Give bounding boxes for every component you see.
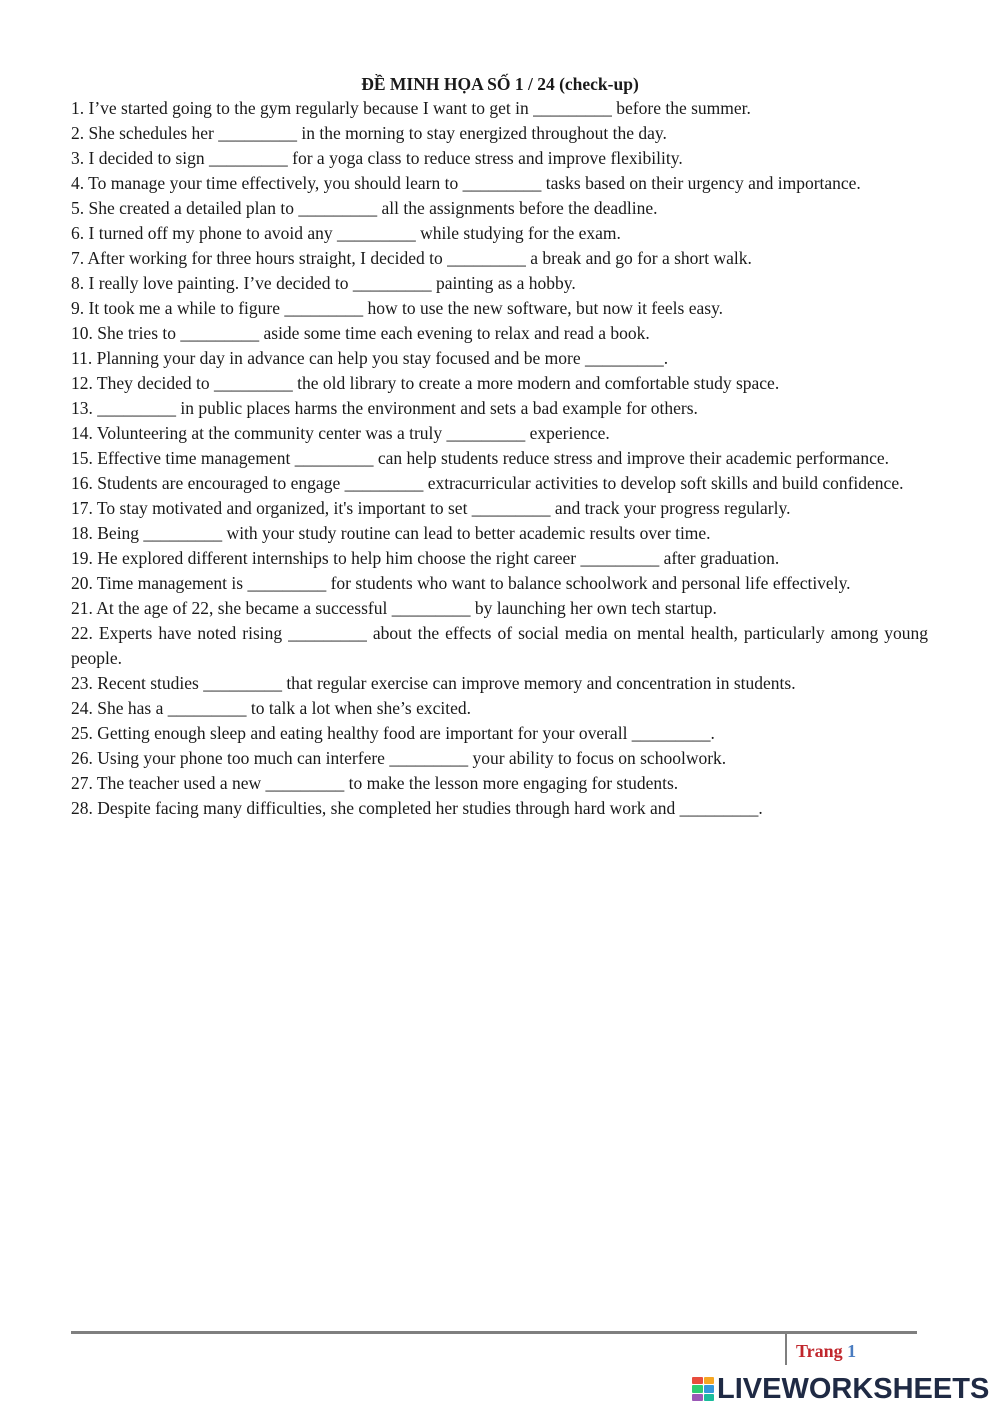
question-item: 8. I really love painting. I’ve decided to _________ painting as a hobby. xyxy=(71,273,576,293)
question-item: 17. To stay motivated and organized, it's important to set _________ and track your progress regularly. xyxy=(71,498,791,518)
brand-name: LIVEWORKSHEETS xyxy=(717,1373,990,1405)
question-item: 7. After working for three hours straight, I decided to _________ a break and go for a short walk. xyxy=(71,248,752,268)
question-item: 6. I turned off my phone to avoid any _________ while studying for the exam. xyxy=(71,223,621,243)
question-item: 13. _________ in public places harms the environment and sets a bad example for others. xyxy=(71,398,698,418)
brand xyxy=(692,1374,989,1404)
page-number: 1 xyxy=(847,1341,857,1361)
question-item: 26. Using your phone too much can interfere _________ your ability to focus on schoolwork. xyxy=(71,748,727,768)
liveworksheets-logo-icon xyxy=(692,1377,714,1401)
question-item: 28. Despite facing many difficulties, she completed her studies through hard work and _________. xyxy=(71,798,763,818)
page-title: ĐỀ MINH HỌA SỐ 1 / 24 (check-up) xyxy=(361,74,639,94)
question-item: 14. Volunteering at the community center was a truly _________ experience. xyxy=(71,423,610,443)
question-item: 21. At the age of 22, she became a successful _________ by launching her own tech startup. xyxy=(71,598,717,618)
question-item: 24. She has a _________ to talk a lot when she’s excited. xyxy=(71,698,471,718)
question-item: 15. Effective time management _________ can help students reduce stress and improve their academic performance. xyxy=(71,448,889,468)
question-item: 12. They decided to _________ the old library to create a more modern and comfortable study space. xyxy=(71,373,780,393)
question-item: 18. Being _________ with your study routine can lead to better academic results over time. xyxy=(71,523,711,543)
page-word: Trang xyxy=(796,1341,843,1361)
question-item: 23. Recent studies _________ that regular exercise can improve memory and concentration in students. xyxy=(71,673,796,693)
question-item: 27. The teacher used a new _________ to make the lesson more engaging for students. xyxy=(71,773,679,793)
footer-page-divider xyxy=(785,1334,787,1365)
question-item: 5. She created a detailed plan to _________ all the assignments before the deadline. xyxy=(71,198,658,218)
question-item: 1. I’ve started going to the gym regularly because I want to get in _________ before the summer. xyxy=(71,98,751,118)
page-label xyxy=(796,1340,856,1362)
question-item: 3. I decided to sign _________ for a yoga class to reduce stress and improve flexibility. xyxy=(71,148,683,168)
question-item: 25. Getting enough sleep and eating healthy food are important for your overall _________. xyxy=(71,723,715,743)
question-item: 11. Planning your day in advance can help you stay focused and be more _________. xyxy=(71,348,669,368)
question-item: 19. He explored different internships to help him choose the right career _________ after graduation. xyxy=(71,548,780,568)
question-item: 22. Experts have noted rising _________ about the effects of social media on mental health, particularly among young people. xyxy=(71,623,928,668)
question-item: 9. It took me a while to figure _________ how to use the new software, but now it feels easy. xyxy=(71,298,724,318)
footer-rule xyxy=(71,1331,917,1334)
question-item: 2. She schedules her _________ in the morning to stay energized throughout the day. xyxy=(71,123,667,143)
question-item: 10. She tries to _________ aside some time each evening to relax and read a book. xyxy=(71,323,650,343)
question-item: 20. Time management is _________ for students who want to balance schoolwork and personal life effectively. xyxy=(71,573,851,593)
question-item: 4. To manage your time effectively, you should learn to _________ tasks based on their urgency and importance. xyxy=(71,173,861,193)
question-list xyxy=(71,96,928,821)
question-item: 16. Students are encouraged to engage _________ extracurricular activities to develop soft skills and build confidence. xyxy=(71,473,904,493)
